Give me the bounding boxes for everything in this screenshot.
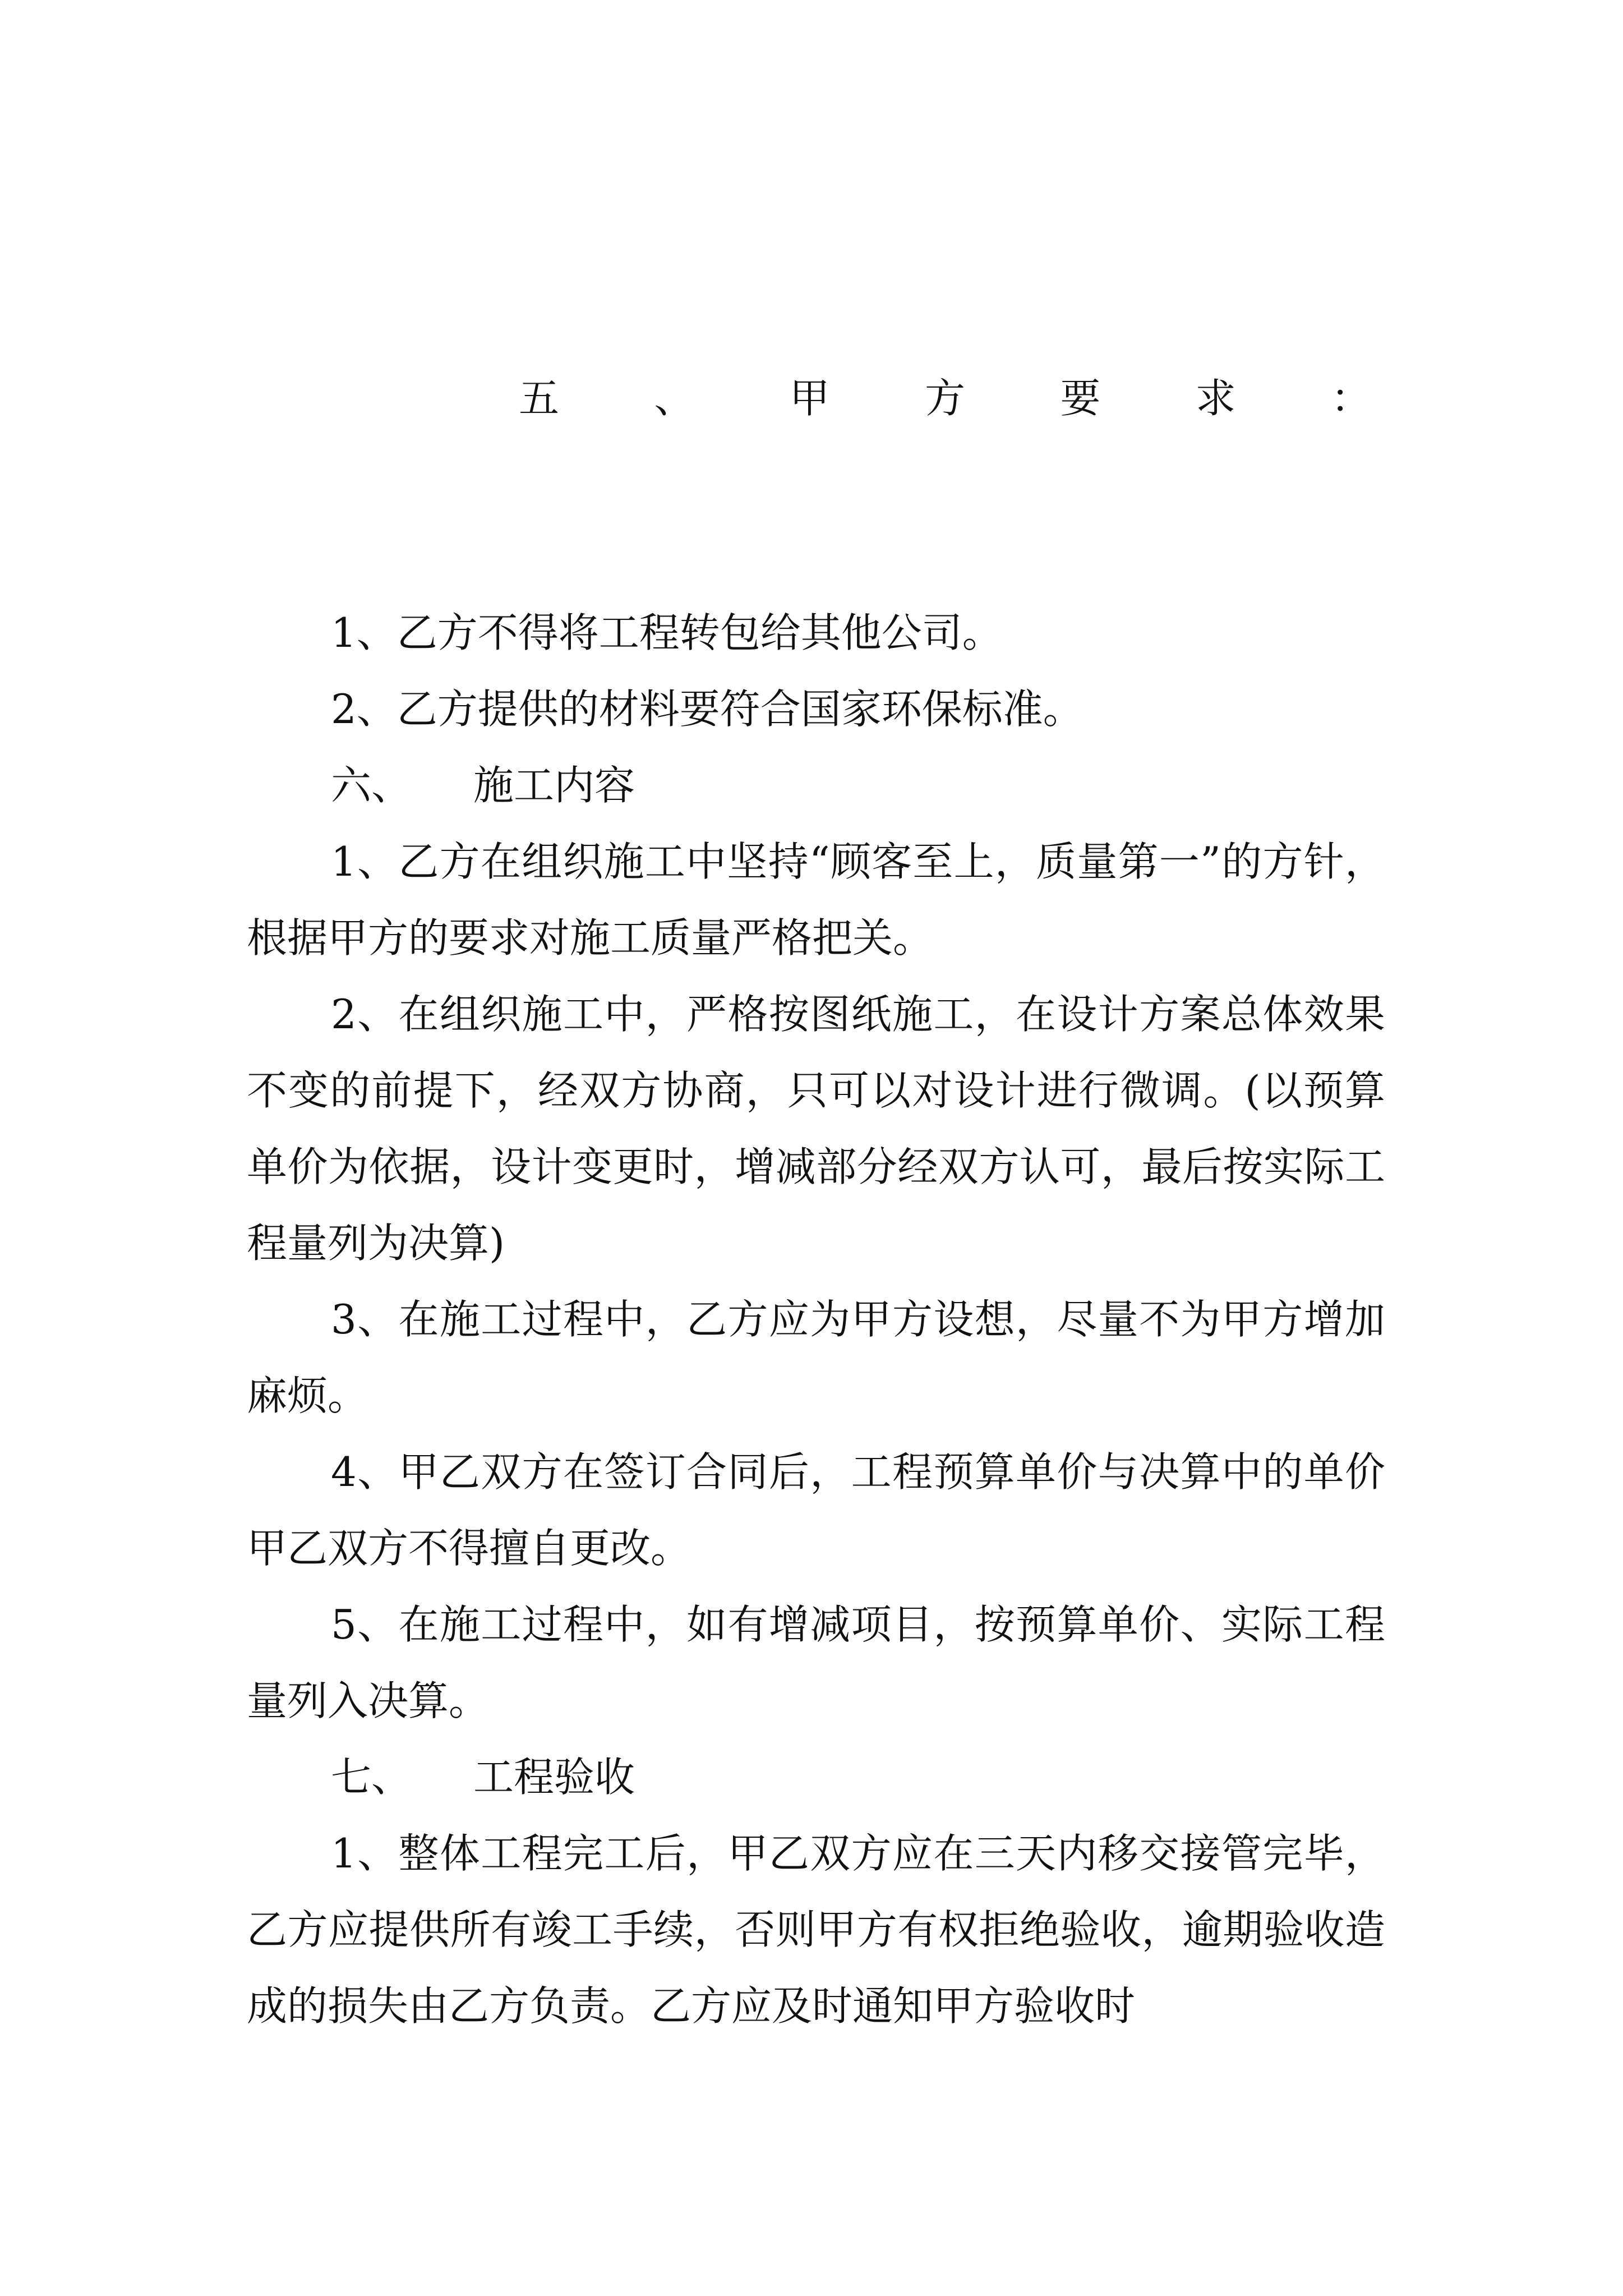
document-body (247, 595, 1385, 2044)
section-heading-text: 工程验收 (473, 1754, 635, 1801)
section-heading-text: 施工内容 (473, 762, 635, 809)
section-number: 七、 (331, 1754, 412, 1801)
title-char: 求 (1195, 375, 1236, 422)
clause-paragraph: 1、乙方不得将工程转包给其他公司。 (331, 609, 1003, 656)
section-heading (247, 747, 1385, 823)
clause-paragraph: 3、在施工过程中，乙方应为甲方设想，尽量不为甲方增加麻烦。 (247, 1296, 1385, 1419)
title-char: 甲 (789, 375, 830, 422)
title-char: ： (1330, 375, 1371, 422)
clause-paragraph: 4、甲乙双方在签订合同后，工程预算单价与决算中的单价甲乙双方不得擅自更改。 (247, 1448, 1385, 1572)
title-char: 方 (924, 375, 965, 422)
title-char: 要 (1060, 375, 1101, 422)
section-heading (247, 1739, 1385, 1815)
clause-paragraph: 2、在组织施工中，严格按图纸施工，在设计方案总体效果不变的前提下，经双方协商，只可以对设计进行微调。(以预算单价为依据，设计变更时，增减部分经双方认可，最后按实际工程量列为决算) (247, 991, 1385, 1267)
title-char: 、 (654, 375, 695, 422)
section-number: 六、 (331, 762, 412, 809)
clause-paragraph: 5、在施工过程中，如有增减项目，按预算单价、实际工程量列入决算。 (247, 1601, 1385, 1724)
section-title (519, 359, 1371, 438)
clause-paragraph: 1、整体工程完工后，甲乙双方应在三天内移交接管完毕，乙方应提供所有竣工手续，否则甲方有权拒绝验收，逾期验收造成的损失由乙方负责。乙方应及时通知甲方验收时 (247, 1830, 1385, 2030)
clause-paragraph: 2、乙方提供的材料要符合国家环保标准。 (331, 685, 1083, 733)
title-char: 五 (519, 375, 560, 422)
clause-paragraph: 1、乙方在组织施工中坚持“顾客至上，质量第一”的方针，根据甲方的要求对施工质量严格把关。 (247, 838, 1385, 961)
